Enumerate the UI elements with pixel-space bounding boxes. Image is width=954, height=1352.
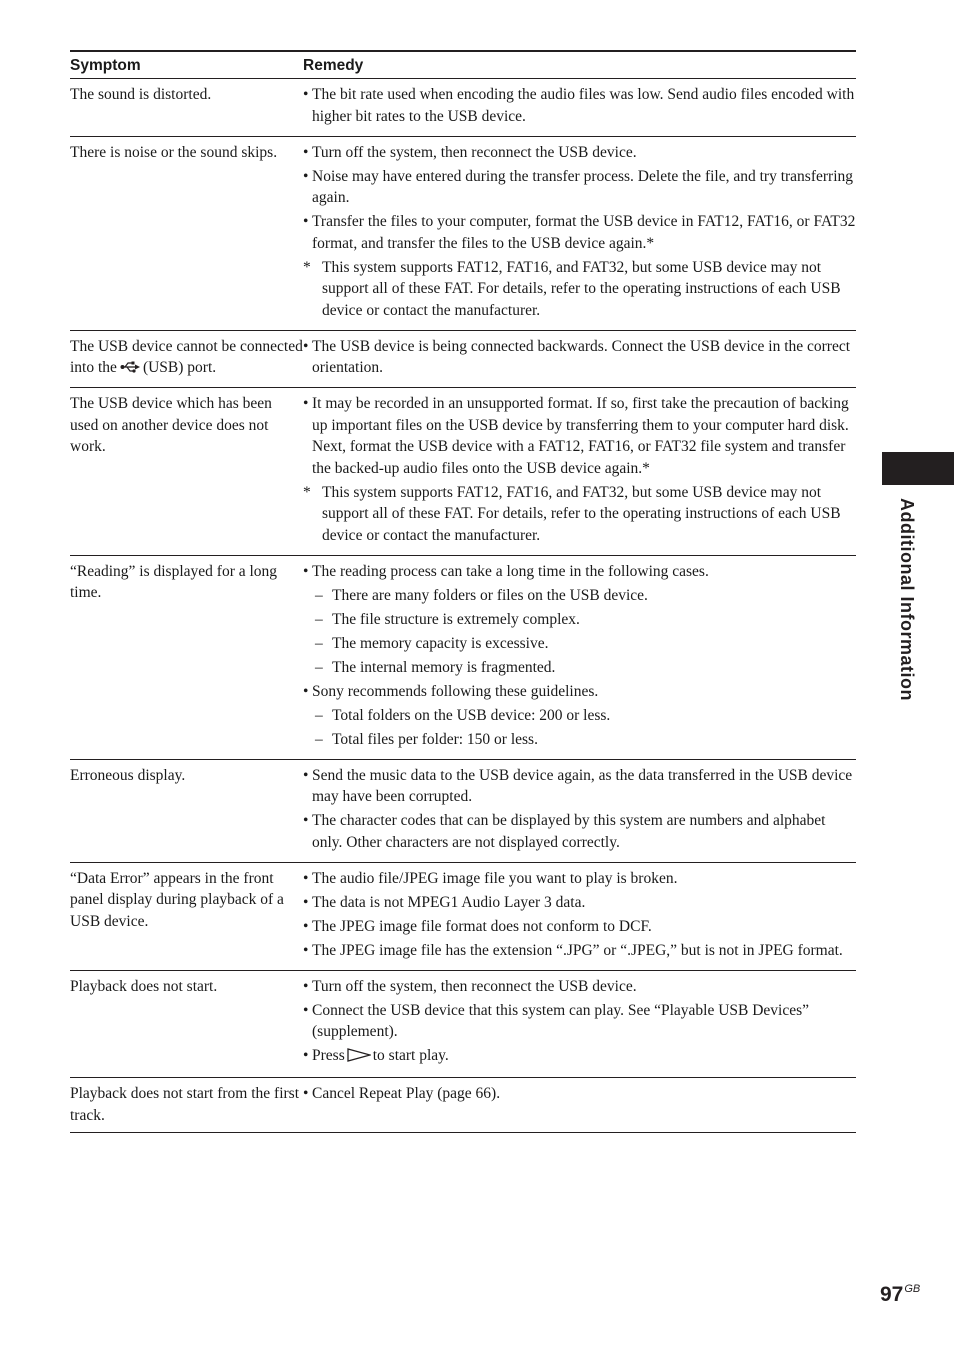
item-marker: • [303,213,309,230]
remedy-item [303,1083,856,1105]
remedy-item [303,916,856,938]
remedy-item [303,211,856,254]
item-marker: • [303,682,309,700]
symptom-cell: “Reading” is displayed for a long time. [70,562,278,601]
item-text: The USB device is being connected backwards. Connect the USB device in the correct orientation. [312,337,851,376]
symptom-column-header: Symptom [70,56,141,74]
symptom-cell: The USB device which has been used on another device does not work. [70,395,272,455]
table-row [70,556,856,760]
item-text [312,1045,856,1069]
item-text-part: to start play. [372,1047,449,1064]
item-text: It may be recorded in an unsupported format. If so, first take the precaution of backing up important files on the USB device by transferring them to your computer hard disk. Next, format the USB device with a FAT12, FAT16, or FAT32 file system and transfer the backed-up audio files onto the USB device again.* [312,395,849,477]
item-text: Total files per folder: 150 or less. [332,730,538,748]
sub-item [303,729,856,751]
table-body [70,79,856,1133]
item-marker: * [303,483,311,501]
item-marker: • [303,562,309,580]
item-text: The JPEG image file has the extension “.JPG” or “.JPEG,” but is not in JPEG format. [312,941,843,959]
item-marker: • [303,977,309,995]
sub-item [303,585,856,607]
table-row [70,79,856,137]
table-header [70,50,856,79]
remedy-item [303,810,856,853]
side-tab-marker [882,452,954,485]
footnote-item [303,257,856,322]
item-text: Send the music data to the USB device again, as the data transferred in the USB device may have been corrupted. [312,766,853,805]
item-text: Transfer the files to your computer, format the USB device in FAT12, FAT16, or FAT32 format, and transfer the files to the USB device again.* [312,213,856,252]
item-marker: • [303,143,309,161]
item-marker: • [303,337,309,355]
item-text: Turn off the system, then reconnect the USB device. [312,977,637,995]
page-number [880,1283,920,1307]
usb-icon [120,358,140,380]
remedy-item [303,561,856,583]
remedy-cell [303,392,856,549]
item-marker: – [315,586,323,604]
remedy-item [303,1045,856,1069]
remedy-item [303,393,856,479]
symptom-cell: There is noise or the sound skips. [70,143,278,161]
remedy-cell [303,867,856,964]
item-marker: – [315,706,323,724]
remedy-cell [303,141,856,324]
item-text: The character codes that can be displayed by this system are numbers and alphabet only. Other characters are not displayed correctly. [312,812,826,851]
remedy-item [303,336,856,379]
symptom-cell: Playback does not start from the first track. [70,1085,300,1124]
remedy-item [303,142,856,164]
item-text: Sony recommends following these guidelines. [312,682,599,700]
item-marker: • [303,812,309,829]
item-marker: • [303,941,309,959]
item-text: The internal memory is fragmented. [332,658,556,676]
symptom-text: (USB) port. [142,359,217,376]
symptom-text: The USB device cannot be connected into the [70,337,303,376]
side-tab-label: Additional Information [897,498,917,701]
item-marker: • [303,86,309,103]
item-marker: * [303,258,311,276]
footnote-item [303,482,856,547]
item-text: This system supports FAT12, FAT16, and FAT32, but some USB device may not support all of these FAT. For details, refer to the operating instructions of each USB device or contact the manufacturer. [322,483,841,544]
item-text: Cancel Repeat Play (page 66). [312,1085,501,1102]
remedy-item [303,976,856,998]
remedy-cell [303,764,856,856]
remedy-cell [303,83,856,130]
item-text: There are many folders or files on the USB device. [332,586,648,604]
sub-item [303,633,856,655]
symptom-cell [70,335,303,382]
item-marker: • [303,766,309,784]
sub-item [303,609,856,631]
remedy-cell [303,560,856,753]
table-row [70,388,856,556]
item-text: The bit rate used when encoding the audio files was low. Send audio files encoded with higher bit rates to the USB device. [312,86,855,125]
symptom-cell: The sound is distorted. [70,86,212,103]
remedy-item [303,940,856,962]
symptom-cell: “Data Error” appears in the front panel display during playback of a USB device. [70,869,284,930]
item-marker: • [303,1085,309,1102]
item-marker: • [303,917,309,935]
table-row [70,1078,856,1133]
table-row [70,331,856,389]
item-text: The JPEG image file format does not conform to DCF. [312,917,652,935]
table-row [70,863,856,971]
remedy-item [303,681,856,703]
symptom-cell: Erroneous display. [70,766,186,784]
remedy-item [303,166,856,209]
item-text-part: Press [312,1047,345,1064]
item-marker: – [315,634,323,652]
item-marker: • [303,869,309,887]
play-icon [347,1047,371,1069]
table-row [70,137,856,331]
page-number-value: 97 [880,1283,904,1306]
remedy-item [303,892,856,914]
remedy-item [303,868,856,890]
remedy-column-header: Remedy [303,56,364,74]
symptom-cell: Playback does not start. [70,977,218,995]
item-marker: • [303,1047,309,1064]
remedy-cell [303,975,856,1072]
remedy-item [303,84,856,127]
item-marker: – [315,658,323,676]
table-row [70,760,856,863]
item-text: The data is not MPEG1 Audio Layer 3 data. [312,893,586,911]
sub-item [303,705,856,727]
item-text: The memory capacity is excessive. [332,634,549,652]
item-marker: – [315,610,323,628]
item-marker: – [315,730,323,748]
table-row [70,971,856,1079]
remedy-item [303,1000,856,1043]
sub-item [303,657,856,679]
remedy-cell [303,335,856,382]
item-text: The audio file/JPEG image file you want to play is broken. [312,869,678,887]
remedy-cell [303,1082,856,1126]
troubleshooting-table [70,50,856,1133]
item-text: Total folders on the USB device: 200 or less. [332,706,611,724]
item-text: Connect the USB device that this system can play. See “Playable USB Devices” (supplement). [312,1001,810,1040]
item-text: Noise may have entered during the transfer process. Delete the file, and try transferring again. [312,167,853,206]
item-text: This system supports FAT12, FAT16, and FAT32, but some USB device may not support all of these FAT. For details, refer to the operating instructions of each USB device or contact the manufacturer. [322,258,841,319]
item-marker: • [303,395,309,412]
item-text: The reading process can take a long time in the following cases. [312,562,709,580]
item-text: Turn off the system, then reconnect the USB device. [312,143,637,161]
item-marker: • [303,893,309,911]
page-number-suffix: GB [904,1283,921,1295]
item-text: The file structure is extremely complex. [332,610,580,628]
remedy-item [303,765,856,808]
item-marker: • [303,1001,309,1019]
item-marker: • [303,167,309,185]
